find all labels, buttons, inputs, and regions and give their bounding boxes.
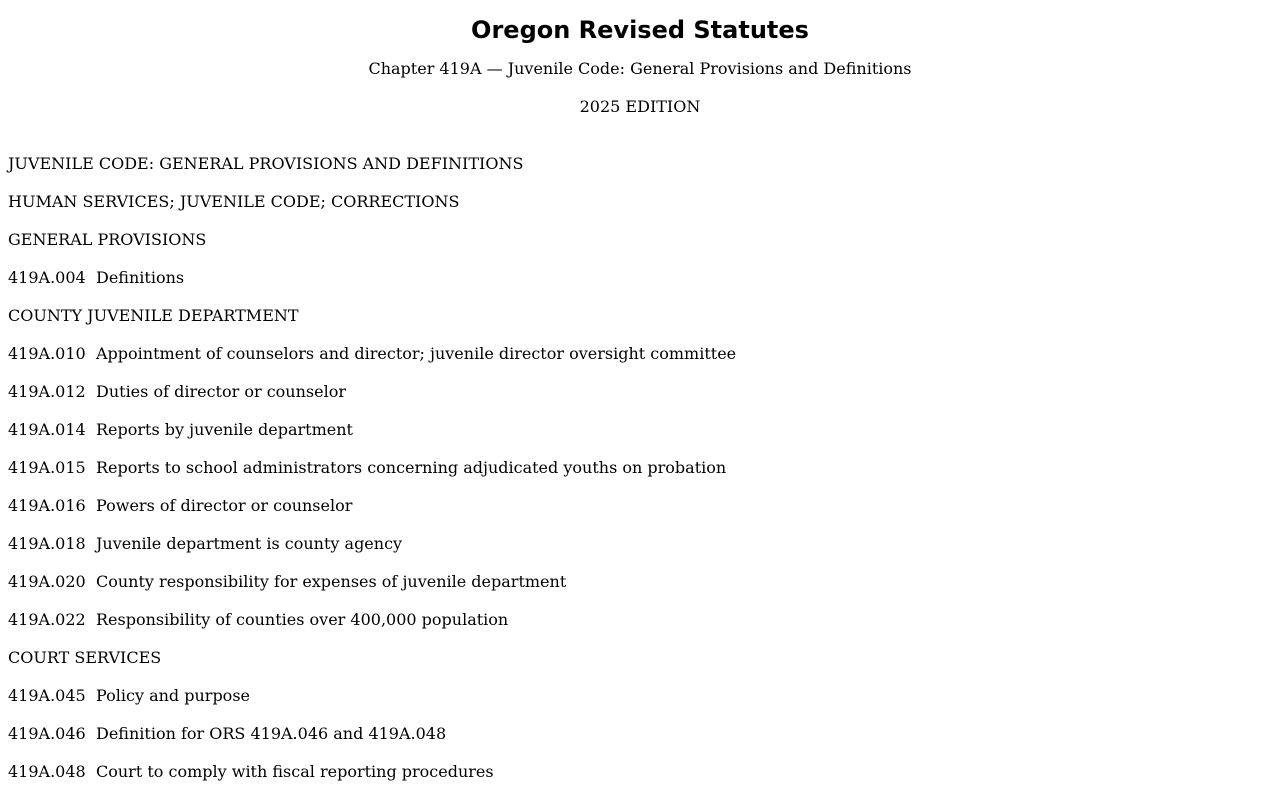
section-number: 419A.015 bbox=[8, 458, 86, 477]
toc-entry bbox=[8, 382, 1268, 402]
section-number: 419A.014 bbox=[8, 420, 86, 439]
section-link[interactable] bbox=[8, 268, 184, 287]
section-title: Definition for ORS 419A.046 and 419A.048 bbox=[96, 724, 447, 743]
section-link[interactable] bbox=[8, 382, 346, 401]
section-number: 419A.046 bbox=[8, 724, 86, 743]
section-number: 419A.045 bbox=[8, 686, 86, 705]
section-title: Reports by juvenile department bbox=[96, 420, 353, 439]
section-number: 419A.022 bbox=[8, 610, 86, 629]
section-link[interactable] bbox=[8, 724, 446, 743]
section-title: Definitions bbox=[96, 268, 185, 287]
section-number: 419A.018 bbox=[8, 534, 86, 553]
section-number: 419A.010 bbox=[8, 344, 86, 363]
section-title: Reports to school administrators concerning adjudicated youths on probation bbox=[96, 458, 727, 477]
section-group-heading-county-juvenile-department: COUNTY JUVENILE DEPARTMENT bbox=[8, 306, 299, 325]
section-title: Juvenile department is county agency bbox=[96, 534, 403, 553]
section-link[interactable] bbox=[8, 420, 353, 439]
section-title: Policy and purpose bbox=[96, 686, 250, 705]
section-link[interactable] bbox=[8, 458, 726, 477]
section-title: Court to comply with fiscal reporting procedures bbox=[96, 762, 494, 781]
toc-entry bbox=[8, 268, 1268, 288]
toc-entry bbox=[8, 724, 1268, 744]
title-heading: HUMAN SERVICES; JUVENILE CODE; CORRECTIONS bbox=[8, 192, 460, 211]
section-title: Duties of director or counselor bbox=[96, 382, 346, 401]
section-group-heading-court-services: COURT SERVICES bbox=[8, 648, 162, 667]
chapter-title: Chapter 419A — Juvenile Code: General Provisions and Definitions bbox=[368, 59, 912, 78]
section-link[interactable] bbox=[8, 534, 402, 553]
toc-entry bbox=[8, 762, 1268, 782]
toc-entry bbox=[8, 420, 1268, 440]
section-number: 419A.020 bbox=[8, 572, 86, 591]
toc-entry bbox=[8, 534, 1268, 554]
toc-entry bbox=[8, 344, 1268, 364]
section-title: Appointment of counselors and director; juvenile director oversight committee bbox=[96, 344, 737, 363]
division-heading: JUVENILE CODE: GENERAL PROVISIONS AND DEFINITIONS bbox=[8, 154, 524, 173]
edition-label: 2025 EDITION bbox=[579, 97, 701, 116]
document-header bbox=[0, 0, 1280, 116]
toc-entry bbox=[8, 610, 1268, 630]
section-link[interactable] bbox=[8, 610, 508, 629]
section-number: 419A.004 bbox=[8, 268, 86, 287]
section-link[interactable] bbox=[8, 762, 494, 781]
page-title: Oregon Revised Statutes bbox=[471, 16, 809, 44]
toc-entry bbox=[8, 496, 1268, 516]
section-title: Powers of director or counselor bbox=[96, 496, 353, 515]
section-group-heading-general-provisions: GENERAL PROVISIONS bbox=[8, 230, 207, 249]
section-number: 419A.048 bbox=[8, 762, 86, 781]
toc-entry bbox=[8, 572, 1268, 592]
toc-entry bbox=[8, 686, 1268, 706]
section-number: 419A.016 bbox=[8, 496, 86, 515]
table-of-contents bbox=[8, 154, 1268, 800]
section-number: 419A.012 bbox=[8, 382, 86, 401]
section-link[interactable] bbox=[8, 572, 566, 591]
toc-entry bbox=[8, 458, 1268, 478]
section-title: Responsibility of counties over 400,000 population bbox=[96, 610, 509, 629]
section-title: County responsibility for expenses of juvenile department bbox=[96, 572, 567, 591]
section-link[interactable] bbox=[8, 686, 250, 705]
section-link[interactable] bbox=[8, 496, 352, 515]
section-link[interactable] bbox=[8, 344, 736, 363]
